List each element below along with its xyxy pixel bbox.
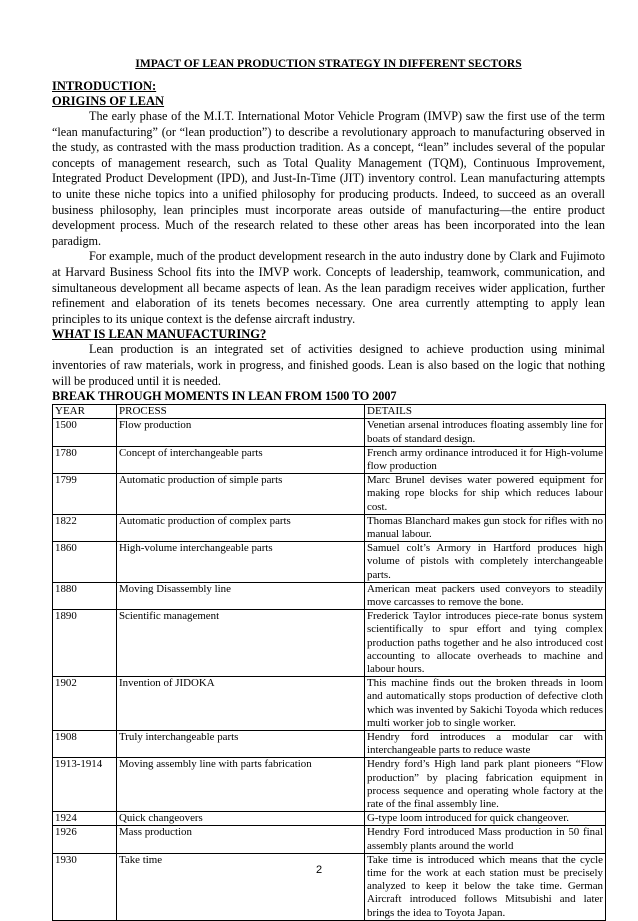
process-cell: Scientific management (117, 610, 365, 677)
table-row (53, 758, 606, 812)
details-cell: Marc Brunel devises water powered equipment for making rope blocks for ship which reduces labour cost. (365, 474, 606, 515)
year-cell: 1880 (53, 582, 117, 609)
details-cell: Venetian arsenal introduces floating assembly line for boats of standard design. (365, 419, 606, 446)
table-row (53, 610, 606, 677)
table-header-row (53, 405, 606, 419)
process-cell: Invention of JIDOKA (117, 677, 365, 731)
header-details: DETAILS (365, 405, 606, 419)
details-cell: American meat packers used conveyors to steadily move carcasses to remove the bone. (365, 582, 606, 609)
origins-heading: ORIGINS OF LEAN (52, 94, 165, 108)
details-cell: G-type loom introduced for quick changeover. (365, 812, 606, 826)
process-cell: Mass production (117, 826, 365, 853)
year-cell: 1822 (53, 514, 117, 541)
year-cell: 1860 (53, 542, 117, 583)
process-cell: Automatic production of simple parts (117, 474, 365, 515)
header-process: PROCESS (117, 405, 365, 419)
table-row (53, 812, 606, 826)
table-row (53, 474, 606, 515)
details-cell: Hendry ford’s High land park plant pioneers “Flow production” by placing fabrication equipment in process sequence and operating whole factory at the rate of the final assembly line. (365, 758, 606, 812)
year-cell: 1500 (53, 419, 117, 446)
origins-paragraph-1: The early phase of the M.I.T. International Motor Vehicle Program (IMVP) saw the first use of the term “lean manufacturing” (or “lean production”) to describe a revolutionary approach to manufacturing observed in the study, as contrasted with the mass production tradition. As a concept, “lean” includes several of the popular concepts of management research, such as Total Quality Management (TQM), Continuous Improvement, Integrated Product Development (IPD), and Just-In-Time (JIT) inventory control. Lean manufacturing attempts to unite these niche topics into a unified philosophy for producing products. Indeed, to succeed as an overall business philosophy, lean principles must incorporate areas outside of manufacturing—the entire product development process. Much of the research related to these other areas has been incorporated into the lean paradigm. (52, 109, 605, 248)
table-row (53, 446, 606, 473)
year-cell: 1780 (53, 446, 117, 473)
document-page (52, 58, 605, 921)
year-cell: 1799 (53, 474, 117, 515)
table-row (53, 582, 606, 609)
process-cell: Moving Disassembly line (117, 582, 365, 609)
process-cell: Quick changeovers (117, 812, 365, 826)
table-row (53, 542, 606, 583)
details-cell: Thomas Blanchard makes gun stock for rifles with no manual labour. (365, 514, 606, 541)
header-year: YEAR (53, 405, 117, 419)
table-row (53, 826, 606, 853)
process-cell: Concept of interchangeable parts (117, 446, 365, 473)
details-cell: Frederick Taylor introduces piece-rate bonus system scientifically to spur effort and tying complex production paths together and he also introduced cost accounting to allocate overheads to machine and labour hours. (365, 610, 606, 677)
process-cell: Automatic production of complex parts (117, 514, 365, 541)
year-cell: 1890 (53, 610, 117, 677)
table-row (53, 730, 606, 757)
table-row (53, 677, 606, 731)
process-cell: High-volume interchangeable parts (117, 542, 365, 583)
origins-paragraph-2: For example, much of the product development research in the auto industry done by Clark and Fujimoto at Harvard Business School fits into the IMVP work. Concepts of leadership, teamwork, communication, and simultaneous development all became aspects of lean. As the lean paradigm receives wider application, further refinement and elaboration of its tenets becomes necessary. One area currently attempting to apply lean principles to its unique context is the defense aircraft industry. (52, 249, 605, 326)
details-cell: Samuel colt’s Armory in Hartford produces high volume of pistols with completely interchangeable parts. (365, 542, 606, 583)
introduction-heading: INTRODUCTION: (52, 79, 157, 93)
year-cell: 1924 (53, 812, 117, 826)
year-cell: 1908 (53, 730, 117, 757)
process-cell: Truly interchangeable parts (117, 730, 365, 757)
process-cell: Flow production (117, 419, 365, 446)
details-cell: Take time is introduced which means that the cycle time for the work at each station must be precisely analyzed to keep it below the take time. German Aircraft introduced follows Mitsubishi and later brings the idea to Toyota Japan. (365, 853, 606, 920)
details-cell: Hendry Ford introduced Mass production in 50 final assembly plants around the world (365, 826, 606, 853)
process-cell: Take time (117, 853, 365, 920)
timeline-table-heading: BREAK THROUGH MOMENTS IN LEAN FROM 1500 TO 2007 (52, 389, 397, 404)
document-title: IMPACT OF LEAN PRODUCTION STRATEGY IN DIFFERENT SECTORS (135, 58, 522, 70)
page-number: 2 (315, 864, 323, 876)
process-cell: Moving assembly line with parts fabrication (117, 758, 365, 812)
details-cell: French army ordinance introduced it for High-volume flow production (365, 446, 606, 473)
what-is-lean-heading: WHAT IS LEAN MANUFACTURING? (52, 327, 267, 342)
table-row (53, 514, 606, 541)
details-cell: Hendry ford introduces a modular car with interchangeable parts to reduce waste (365, 730, 606, 757)
year-cell: 1926 (53, 826, 117, 853)
details-cell: This machine finds out the broken threads in loom and automatically stops production of defective cloth which was invented by Sakichi Toyoda which reduces multi worker job to single worker. (365, 677, 606, 731)
year-cell: 1930 (53, 853, 117, 920)
timeline-table (52, 404, 606, 921)
year-cell: 1913-1914 (53, 758, 117, 812)
lean-definition-paragraph: Lean production is an integrated set of activities designed to achieve production using minimal inventories of raw materials, work in progress, and finished goods. Lean is also based on the logic that nothing will be produced until it is needed. (52, 342, 605, 388)
table-row (53, 419, 606, 446)
year-cell: 1902 (53, 677, 117, 731)
